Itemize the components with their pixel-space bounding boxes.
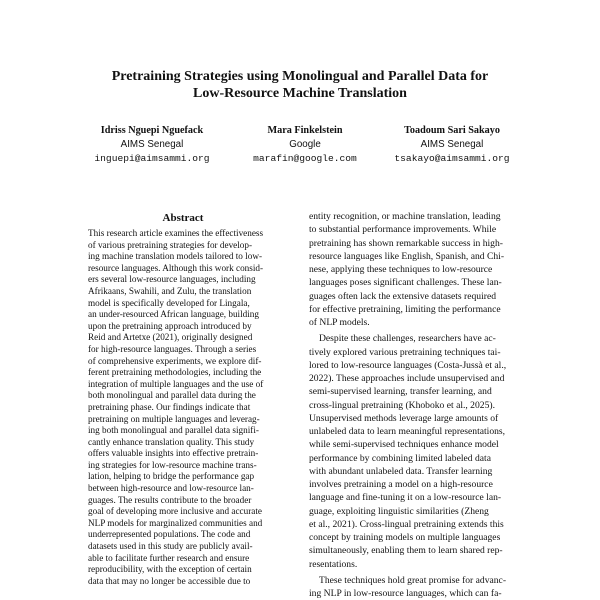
abstract-line: offers valuable insights into effective pretrain- xyxy=(88,448,259,459)
body-line: to substantial performance improvements. While xyxy=(309,224,497,236)
abstract-line: lation, helping to bridge the performance gap xyxy=(88,471,255,482)
abstract-line: able to facilitate further research and ensure xyxy=(88,552,250,563)
author-block xyxy=(362,124,542,166)
body-line: et al., 2021). Cross-lingual pretraining extends this xyxy=(309,518,504,530)
author-name: Idriss Nguepi Nguefack xyxy=(100,125,204,136)
body-line: involves pretraining a model on a high-resource xyxy=(309,479,493,490)
abstract-body xyxy=(88,228,284,600)
abstract-line: upon the pretraining approach introduced by xyxy=(88,320,252,331)
abstract-line: ferent pretraining methodologies, including the xyxy=(88,367,262,378)
body-line: unlabeled data to learn meaningful representations, xyxy=(309,426,506,437)
abstract-line: ing strategies for low-resource machine trans- xyxy=(88,459,257,470)
abstract-line: ers several low-resource languages, including xyxy=(88,274,256,285)
body-line: lored to low-resource languages (Costa-Jussà et al., xyxy=(309,359,507,371)
abstract-line: between high-resource and low-resource lan- xyxy=(88,483,254,494)
body-column xyxy=(309,210,527,600)
body-paragraph xyxy=(309,210,527,329)
body-line: entity recognition, or machine translation, leading xyxy=(309,211,501,222)
author-affiliation: AIMS Senegal xyxy=(420,139,484,150)
abstract-line: NLP models for marginalized communities and xyxy=(88,517,263,528)
abstract-line: underrepresented populations. The code and xyxy=(88,529,251,540)
author-email: inguepi@aimsammi.org xyxy=(94,153,210,164)
body-line: resource languages like English, Spanish, and Chi- xyxy=(309,250,505,262)
body-line: These techniques hold great promise for advanc- xyxy=(319,574,507,586)
body-line: semi-supervised learning, transfer learning, and xyxy=(309,386,492,398)
body-line: nese, applying these techniques to low-resource xyxy=(309,264,493,275)
body-line: cross-lingual pretraining (Khoboko et al., 2025). xyxy=(309,399,495,411)
body-paragraph xyxy=(309,574,527,600)
body-line: pretraining has shown remarkable success in high- xyxy=(309,237,503,249)
author-affiliation: AIMS Senegal xyxy=(120,139,184,150)
body-line: language and fine-tuning it on a low-resource lan- xyxy=(309,492,502,504)
body-line: guage, exploiting linguistic similarities (Zheng xyxy=(309,505,489,517)
body-line: concept by training models on multiple languages xyxy=(309,532,501,543)
abstract-line: goal of developing more inclusive and accurate xyxy=(88,506,262,517)
abstract-line: pretraining on multiple languages and leverag- xyxy=(88,413,260,424)
abstract-line: pretraining phase. Our findings indicate that xyxy=(88,401,251,412)
author-email: marafin@google.com xyxy=(253,153,357,164)
body-line: tively explored various pretraining techniques tai- xyxy=(309,346,501,358)
title-line: Low-Resource Machine Translation xyxy=(193,86,407,101)
abstract-line: of comprehensive experiments, we explore dif- xyxy=(88,355,262,366)
paper-title xyxy=(60,68,540,102)
abstract-line: Reid and Artetxe (2021), originally designed xyxy=(88,332,253,343)
body-line: 2022). These approaches include unsupervised and xyxy=(309,373,505,384)
body-line: guages often lack the extensive datasets required xyxy=(309,290,497,302)
author-name: Toadoum Sari Sakayo xyxy=(404,125,500,136)
body-line: languages poses significant challenges. These lan- xyxy=(309,277,502,289)
abstract-heading: Abstract xyxy=(162,212,204,224)
abstract-line: ing both monolingual and parallel data signifi- xyxy=(88,425,259,436)
body-line: Unsupervised methods leverage large amounts of xyxy=(309,412,499,424)
body-line: ing NLP in low-resource languages, which can fa- xyxy=(309,588,502,599)
abstract-line: datasets used in this study are publicly avail- xyxy=(88,541,253,552)
abstract-line: reproducibility, with the exception of certain xyxy=(88,564,252,575)
abstract-line: Afrikaans, Swahili, and Zulu, the translation xyxy=(88,285,252,296)
abstract-line: for high-resource languages. Through a series xyxy=(88,343,257,354)
author-email: tsakayo@aimsammi.org xyxy=(394,153,510,164)
abstract-line: both monolingual and parallel data during the xyxy=(88,390,256,401)
body-line: with abundant unlabeled data. Transfer learning xyxy=(309,465,493,477)
abstract-line: cantly enhance translation quality. This study xyxy=(88,436,255,447)
body-line: resentations. xyxy=(309,558,358,570)
abstract-line: resource languages. Although this work consid- xyxy=(88,262,264,273)
body-line: while semi-supervised techniques enhance model xyxy=(309,439,499,451)
body-line: simultaneously, enabling them to learn shared rep- xyxy=(309,545,503,557)
abstract-line: an under-resourced African language, building xyxy=(88,309,259,320)
abstract-line: integration of multiple languages and the use of xyxy=(88,378,264,389)
body-paragraph xyxy=(309,332,527,571)
body-line: for effective pretraining, limiting the performance xyxy=(309,303,501,315)
title-line: Pretraining Strategies using Monolingual and Parallel Data for xyxy=(111,69,489,84)
abstract-line: of various pretraining strategies for develop- xyxy=(88,239,253,250)
abstract-line: ing machine translation models tailored to low- xyxy=(88,251,263,262)
abstract-line: This research article examines the effectiveness xyxy=(88,228,264,238)
body-line: Despite these challenges, researchers have ac- xyxy=(319,333,496,345)
abstract-line: model is specifically developed for Lingala, xyxy=(88,297,250,308)
body-line: performance by combining limited labeled data xyxy=(309,452,491,464)
abstract-line: guages. The results contribute to the broader xyxy=(88,494,252,505)
body-line: of NLP models. xyxy=(309,317,370,328)
author-name: Mara Finkelstein xyxy=(267,125,343,136)
abstract-line: data that may no longer be accessible due to xyxy=(88,575,251,586)
author-affiliation: Google xyxy=(289,139,321,150)
